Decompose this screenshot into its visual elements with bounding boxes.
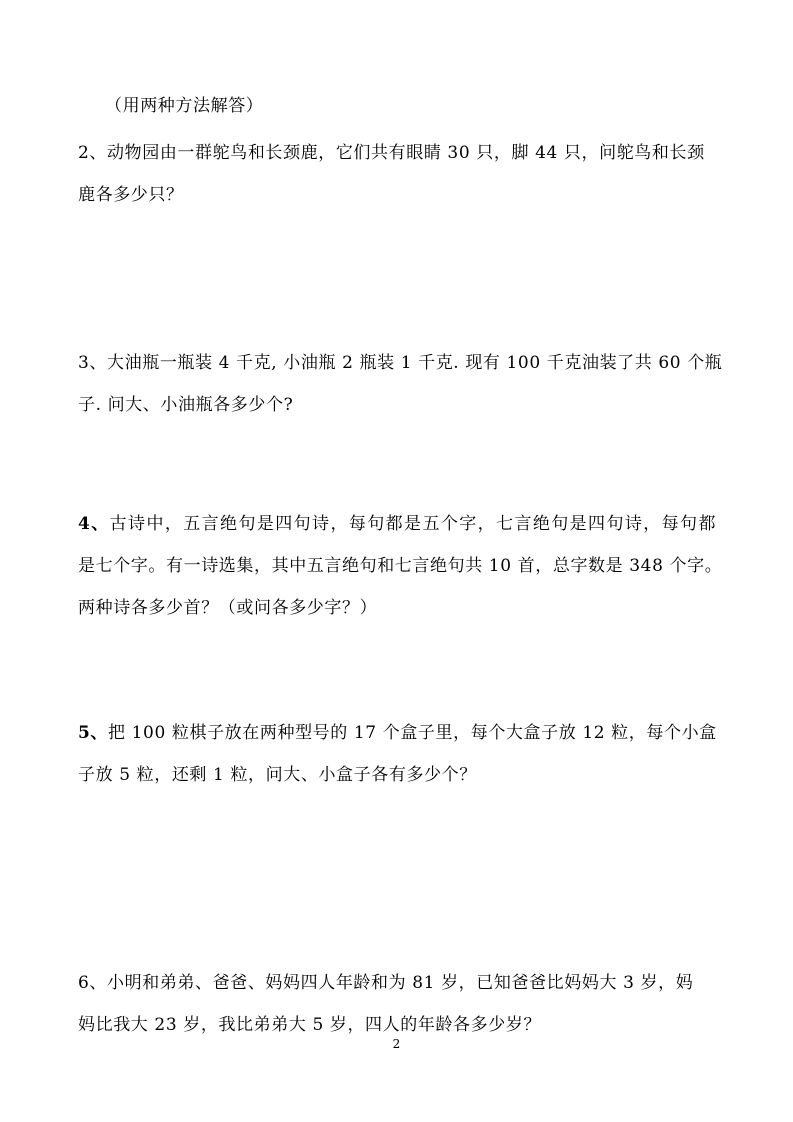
question-2-text-2: 鹿各多少只？ [78,185,184,205]
question-3-text-2: 子. 问大、小油瓶各多少个? [78,395,294,415]
page-number: 2 [392,1037,401,1051]
question-6-line-1 [78,971,693,995]
question-6-number: 6、 [78,973,108,993]
question-5-text-2: 子放 5 粒，还剩 1 粒，问大、小盒子各有多少个？ [78,765,477,785]
question-3-text-1: 大油瓶一瓶装 4 千克, 小油瓶 2 瓶装 1 千克. 现有 100 千克油装了共 60 个瓶 [107,353,723,373]
question-3-number: 3、 [78,353,108,373]
question-4-line-1 [78,512,717,536]
question-4-text-3: 两种诗各多少首？（或问各多少字？） [78,598,378,618]
method-note: （用两种方法解答） [105,96,264,116]
question-4-number: 4、 [78,514,110,534]
question-2-line-1 [78,141,705,165]
question-4-text-1: 古诗中，五言绝句是四句诗，每句都是五个字，七言绝句是四句诗，每句都 [109,514,717,534]
question-5-text-1: 把 100 粒棋子放在两种型号的 17 个盒子里，每个大盒子放 12 粒，每个小盒 [108,723,717,743]
question-2-text-1: 动物园由一群鸵鸟和长颈鹿，它们共有眼睛 30 只，脚 44 只，问鸵鸟和长颈 [107,143,705,163]
question-6-text-1: 小明和弟弟、爸爸、妈妈四人年龄和为 81 岁，已知爸爸比妈妈大 3 岁，妈 [107,973,694,993]
question-6-text-2: 妈比我大 23 岁，我比弟弟大 5 岁，四人的年龄各多少岁？ [78,1015,542,1035]
question-3-line-1 [78,351,722,375]
question-4-text-2: 是七个字。有一诗选集，其中五言绝句和七言绝句共 10 首，总字数是 348 个字。 [78,556,723,576]
question-5-line-1 [78,721,717,745]
question-5-number: 5、 [78,723,109,743]
question-2-number: 2、 [78,143,108,163]
